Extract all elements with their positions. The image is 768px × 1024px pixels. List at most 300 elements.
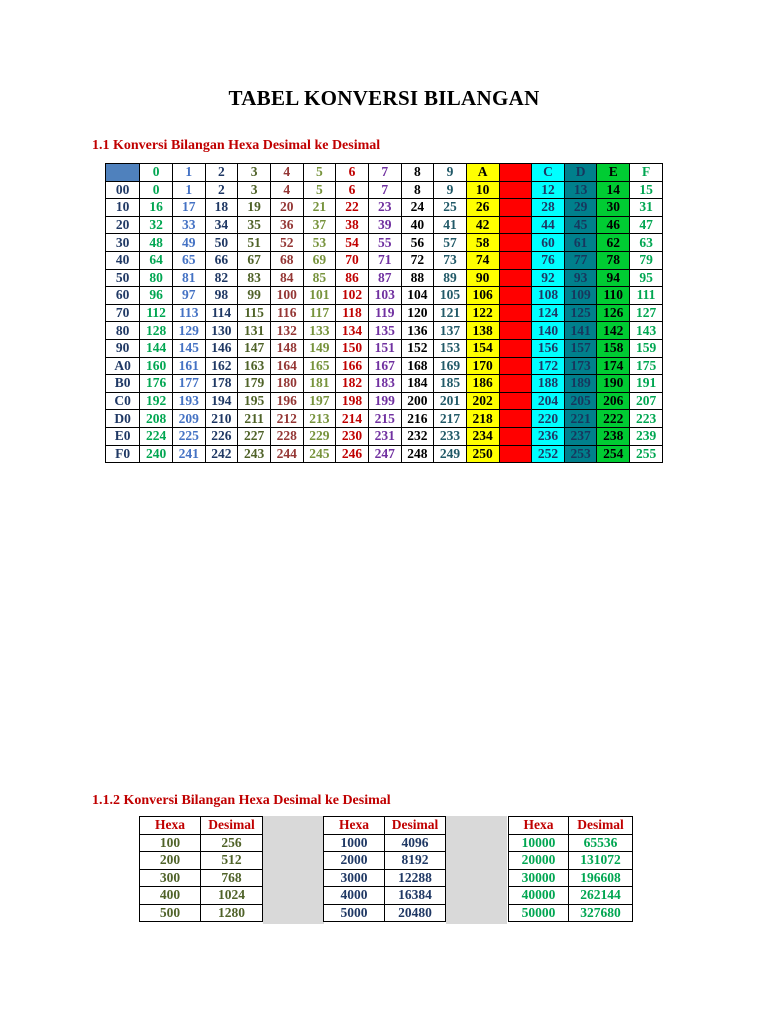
decimal-value-cell: 24: [401, 199, 434, 217]
decimal-value-cell: 210: [205, 410, 238, 428]
decimal-value-cell: 166: [336, 357, 369, 375]
hexa-value-cell: 1000: [324, 834, 385, 852]
decimal-value-cell: 250: [466, 445, 499, 463]
desimal-value-cell: 65536: [569, 834, 633, 852]
decimal-value-cell: 120: [401, 304, 434, 322]
decimal-value-cell: 112: [140, 304, 173, 322]
decimal-value-cell: 145: [172, 339, 205, 357]
decimal-value-cell: 27: [499, 199, 532, 217]
decimal-value-cell: 122: [466, 304, 499, 322]
decimal-value-cell: 3: [238, 181, 271, 199]
table-row: [106, 410, 663, 428]
table-row: [509, 834, 633, 852]
decimal-value-cell: 209: [172, 410, 205, 428]
decimal-value-cell: 32: [140, 216, 173, 234]
row-header-c0: C0: [106, 392, 140, 410]
decimal-value-cell: 255: [630, 445, 663, 463]
hexa-value-cell: 5000: [324, 904, 385, 922]
decimal-value-cell: 53: [303, 234, 336, 252]
decimal-value-cell: 116: [270, 304, 303, 322]
decimal-value-cell: 92: [532, 269, 565, 287]
decimal-value-cell: 74: [466, 251, 499, 269]
decimal-value-cell: 42: [466, 216, 499, 234]
decimal-value-cell: 219: [499, 410, 532, 428]
table-row: [106, 216, 663, 234]
decimal-value-cell: 22: [336, 199, 369, 217]
decimal-value-cell: 226: [205, 427, 238, 445]
decimal-value-cell: 163: [238, 357, 271, 375]
hexa-value-cell: 20000: [509, 852, 569, 870]
hexa-value-cell: 300: [140, 869, 201, 887]
decimal-value-cell: 164: [270, 357, 303, 375]
hexa-value-cell: 4000: [324, 887, 385, 905]
decimal-value-cell: 211: [238, 410, 271, 428]
decimal-value-cell: 175: [630, 357, 663, 375]
decimal-value-cell: 36: [270, 216, 303, 234]
column-header-2: 2: [205, 164, 238, 182]
decimal-value-cell: 46: [597, 216, 630, 234]
decimal-value-cell: 131: [238, 322, 271, 340]
decimal-value-cell: 88: [401, 269, 434, 287]
column-header-9: 9: [434, 164, 467, 182]
table-row: [324, 904, 446, 922]
decimal-value-cell: 202: [466, 392, 499, 410]
decimal-value-cell: 19: [238, 199, 271, 217]
desimal-value-cell: 20480: [385, 904, 446, 922]
decimal-value-cell: 13: [564, 181, 597, 199]
hexa-value-cell: 200: [140, 852, 201, 870]
decimal-value-cell: 31: [630, 199, 663, 217]
decimal-value-cell: 192: [140, 392, 173, 410]
decimal-value-cell: 98: [205, 287, 238, 305]
column-header-7: 7: [368, 164, 401, 182]
decimal-value-cell: 100: [270, 287, 303, 305]
decimal-value-cell: 105: [434, 287, 467, 305]
decimal-value-cell: 7: [368, 181, 401, 199]
table-row: [140, 834, 263, 852]
decimal-value-cell: 142: [597, 322, 630, 340]
decimal-value-cell: 152: [401, 339, 434, 357]
row-header-80: 80: [106, 322, 140, 340]
decimal-value-cell: 79: [630, 251, 663, 269]
table-row: [509, 852, 633, 870]
desimal-value-cell: 1024: [201, 887, 263, 905]
decimal-value-cell: 153: [434, 339, 467, 357]
decimal-value-cell: 59: [499, 234, 532, 252]
hexa-value-cell: 100: [140, 834, 201, 852]
decimal-value-cell: 215: [368, 410, 401, 428]
decimal-value-cell: 143: [630, 322, 663, 340]
decimal-value-cell: 63: [630, 234, 663, 252]
desimal-value-cell: 327680: [569, 904, 633, 922]
decimal-value-cell: 54: [336, 234, 369, 252]
decimal-value-cell: 204: [532, 392, 565, 410]
decimal-value-cell: 141: [564, 322, 597, 340]
decimal-value-cell: 162: [205, 357, 238, 375]
column-header-e: E: [597, 164, 630, 182]
decimal-value-cell: 86: [336, 269, 369, 287]
column-header-6: 6: [336, 164, 369, 182]
row-header-e0: E0: [106, 427, 140, 445]
decimal-value-cell: 49: [172, 234, 205, 252]
decimal-value-cell: 4: [270, 181, 303, 199]
decimal-value-cell: 30: [597, 199, 630, 217]
decimal-value-cell: 123: [499, 304, 532, 322]
decimal-value-cell: 221: [564, 410, 597, 428]
decimal-value-cell: 130: [205, 322, 238, 340]
desimal-value-cell: 262144: [569, 887, 633, 905]
decimal-value-cell: 57: [434, 234, 467, 252]
decimal-value-cell: 240: [140, 445, 173, 463]
decimal-value-cell: 169: [434, 357, 467, 375]
decimal-value-cell: 251: [499, 445, 532, 463]
decimal-value-cell: 225: [172, 427, 205, 445]
decimal-value-cell: 213: [303, 410, 336, 428]
decimal-value-cell: 124: [532, 304, 565, 322]
decimal-value-cell: 254: [597, 445, 630, 463]
decimal-value-cell: 205: [564, 392, 597, 410]
decimal-value-cell: 233: [434, 427, 467, 445]
hexa-value-cell: 30000: [509, 869, 569, 887]
decimal-value-cell: 91: [499, 269, 532, 287]
table-row: [106, 427, 663, 445]
table-row: [106, 304, 663, 322]
table-row: [140, 904, 263, 922]
decimal-value-cell: 108: [532, 287, 565, 305]
decimal-value-cell: 12: [532, 181, 565, 199]
table-row: [509, 887, 633, 905]
decimal-value-cell: 43: [499, 216, 532, 234]
section-title-hex-examples: 1.1.2 Konversi Bilangan Hexa Desimal ke Desimal: [92, 793, 391, 808]
decimal-value-cell: 37: [303, 216, 336, 234]
decimal-value-cell: 41: [434, 216, 467, 234]
hexa-decimal-table-hundreds: [139, 816, 263, 922]
decimal-value-cell: 194: [205, 392, 238, 410]
column-header-1: 1: [172, 164, 205, 182]
table-row: [324, 887, 446, 905]
decimal-value-cell: 85: [303, 269, 336, 287]
decimal-value-cell: 107: [499, 287, 532, 305]
row-header-50: 50: [106, 269, 140, 287]
decimal-value-cell: 222: [597, 410, 630, 428]
decimal-value-cell: 234: [466, 427, 499, 445]
row-header-40: 40: [106, 251, 140, 269]
decimal-value-cell: 33: [172, 216, 205, 234]
decimal-value-cell: 34: [205, 216, 238, 234]
decimal-value-cell: 62: [597, 234, 630, 252]
decimal-value-cell: 18: [205, 199, 238, 217]
decimal-value-cell: 138: [466, 322, 499, 340]
table-row: [106, 392, 663, 410]
decimal-value-cell: 155: [499, 339, 532, 357]
decimal-value-cell: 178: [205, 375, 238, 393]
decimal-value-cell: 168: [401, 357, 434, 375]
decimal-value-cell: 26: [466, 199, 499, 217]
decimal-value-cell: 8: [401, 181, 434, 199]
desimal-column-header: Desimal: [385, 817, 446, 835]
decimal-value-cell: 227: [238, 427, 271, 445]
decimal-value-cell: 136: [401, 322, 434, 340]
decimal-value-cell: 218: [466, 410, 499, 428]
desimal-value-cell: 1280: [201, 904, 263, 922]
decimal-value-cell: 239: [630, 427, 663, 445]
table-row: [106, 181, 663, 199]
decimal-value-cell: 197: [303, 392, 336, 410]
decimal-value-cell: 21: [303, 199, 336, 217]
desimal-value-cell: 8192: [385, 852, 446, 870]
decimal-value-cell: 150: [336, 339, 369, 357]
hex-grid-body: [106, 181, 663, 463]
row-header-10: 10: [106, 199, 140, 217]
decimal-value-cell: 87: [368, 269, 401, 287]
decimal-value-cell: 220: [532, 410, 565, 428]
decimal-value-cell: 208: [140, 410, 173, 428]
section-title-hex-grid: 1.1 Konversi Bilangan Hexa Desimal ke Desimal: [92, 138, 381, 153]
decimal-value-cell: 125: [564, 304, 597, 322]
column-header-3: 3: [238, 164, 271, 182]
decimal-value-cell: 55: [368, 234, 401, 252]
decimal-value-cell: 58: [466, 234, 499, 252]
decimal-value-cell: 228: [270, 427, 303, 445]
decimal-value-cell: 47: [630, 216, 663, 234]
column-header-f: F: [630, 164, 663, 182]
decimal-value-cell: 198: [336, 392, 369, 410]
decimal-value-cell: 121: [434, 304, 467, 322]
decimal-value-cell: 140: [532, 322, 565, 340]
decimal-value-cell: 51: [238, 234, 271, 252]
decimal-value-cell: 82: [205, 269, 238, 287]
hexa-column-header: Hexa: [324, 817, 385, 835]
decimal-value-cell: 39: [368, 216, 401, 234]
decimal-value-cell: 177: [172, 375, 205, 393]
decimal-value-cell: 111: [630, 287, 663, 305]
row-header-60: 60: [106, 287, 140, 305]
row-header-b0: B0: [106, 375, 140, 393]
decimal-value-cell: 167: [368, 357, 401, 375]
decimal-value-cell: 2: [205, 181, 238, 199]
decimal-value-cell: 179: [238, 375, 271, 393]
hexa-value-cell: 10000: [509, 834, 569, 852]
decimal-value-cell: 201: [434, 392, 467, 410]
hexa-column-header: Hexa: [509, 817, 569, 835]
decimal-value-cell: 20: [270, 199, 303, 217]
decimal-value-cell: 93: [564, 269, 597, 287]
decimal-value-cell: 110: [597, 287, 630, 305]
table-row: [324, 869, 446, 887]
decimal-value-cell: 38: [336, 216, 369, 234]
decimal-value-cell: 170: [466, 357, 499, 375]
table-row: [106, 287, 663, 305]
decimal-value-cell: 183: [368, 375, 401, 393]
column-header-c: C: [532, 164, 565, 182]
hex-decimal-grid-table: [105, 163, 663, 463]
gray-spacer: [446, 816, 507, 924]
hexa-column-header: Hexa: [140, 817, 201, 835]
column-header-5: 5: [303, 164, 336, 182]
decimal-value-cell: 159: [630, 339, 663, 357]
decimal-value-cell: 206: [597, 392, 630, 410]
decimal-value-cell: 134: [336, 322, 369, 340]
decimal-value-cell: 1: [172, 181, 205, 199]
decimal-value-cell: 81: [172, 269, 205, 287]
decimal-value-cell: 185: [434, 375, 467, 393]
decimal-value-cell: 83: [238, 269, 271, 287]
decimal-value-cell: 147: [238, 339, 271, 357]
decimal-value-cell: 216: [401, 410, 434, 428]
decimal-value-cell: 114: [205, 304, 238, 322]
decimal-value-cell: 158: [597, 339, 630, 357]
desimal-value-cell: 12288: [385, 869, 446, 887]
gray-spacer: [263, 816, 324, 924]
decimal-value-cell: 40: [401, 216, 434, 234]
decimal-value-cell: 196: [270, 392, 303, 410]
decimal-value-cell: 243: [238, 445, 271, 463]
desimal-value-cell: 4096: [385, 834, 446, 852]
decimal-value-cell: 118: [336, 304, 369, 322]
desimal-column-header: Desimal: [569, 817, 633, 835]
decimal-value-cell: 95: [630, 269, 663, 287]
decimal-value-cell: 128: [140, 322, 173, 340]
decimal-value-cell: 157: [564, 339, 597, 357]
hexa-value-cell: 40000: [509, 887, 569, 905]
decimal-value-cell: 248: [401, 445, 434, 463]
decimal-value-cell: 217: [434, 410, 467, 428]
decimal-value-cell: 235: [499, 427, 532, 445]
decimal-value-cell: 109: [564, 287, 597, 305]
table-row: [324, 834, 446, 852]
desimal-value-cell: 196608: [569, 869, 633, 887]
decimal-value-cell: 207: [630, 392, 663, 410]
row-header-20: 20: [106, 216, 140, 234]
row-header-d0: D0: [106, 410, 140, 428]
decimal-value-cell: 56: [401, 234, 434, 252]
decimal-value-cell: 11: [499, 181, 532, 199]
decimal-value-cell: 132: [270, 322, 303, 340]
decimal-value-cell: 52: [270, 234, 303, 252]
decimal-value-cell: 146: [205, 339, 238, 357]
decimal-value-cell: 247: [368, 445, 401, 463]
decimal-value-cell: 137: [434, 322, 467, 340]
decimal-value-cell: 212: [270, 410, 303, 428]
decimal-value-cell: 241: [172, 445, 205, 463]
decimal-value-cell: 106: [466, 287, 499, 305]
decimal-value-cell: 148: [270, 339, 303, 357]
decimal-value-cell: 242: [205, 445, 238, 463]
hexa-decimal-table-thousands: [323, 816, 446, 922]
column-header-d: D: [564, 164, 597, 182]
decimal-value-cell: 195: [238, 392, 271, 410]
decimal-value-cell: 90: [466, 269, 499, 287]
decimal-value-cell: 139: [499, 322, 532, 340]
decimal-value-cell: 151: [368, 339, 401, 357]
grid-corner-cell: [106, 164, 140, 182]
decimal-value-cell: 173: [564, 357, 597, 375]
decimal-value-cell: 102: [336, 287, 369, 305]
decimal-value-cell: 244: [270, 445, 303, 463]
decimal-value-cell: 119: [368, 304, 401, 322]
decimal-value-cell: 61: [564, 234, 597, 252]
hexa-decimal-table-ten-thousands: [508, 816, 633, 922]
row-header-f0: F0: [106, 445, 140, 463]
decimal-value-cell: 94: [597, 269, 630, 287]
decimal-value-cell: 113: [172, 304, 205, 322]
column-header-b: B: [499, 164, 532, 182]
decimal-value-cell: 35: [238, 216, 271, 234]
decimal-value-cell: 71: [368, 251, 401, 269]
column-header-4: 4: [270, 164, 303, 182]
column-header-0: 0: [140, 164, 173, 182]
decimal-value-cell: 156: [532, 339, 565, 357]
decimal-value-cell: 253: [564, 445, 597, 463]
table-header-row: [324, 817, 446, 835]
decimal-value-cell: 189: [564, 375, 597, 393]
desimal-value-cell: 256: [201, 834, 263, 852]
table-row: [509, 869, 633, 887]
decimal-value-cell: 117: [303, 304, 336, 322]
decimal-value-cell: 9: [434, 181, 467, 199]
decimal-value-cell: 126: [597, 304, 630, 322]
decimal-value-cell: 144: [140, 339, 173, 357]
decimal-value-cell: 23: [368, 199, 401, 217]
hex-grid-header-row: [106, 164, 663, 182]
decimal-value-cell: 223: [630, 410, 663, 428]
decimal-value-cell: 17: [172, 199, 205, 217]
row-header-90: 90: [106, 339, 140, 357]
decimal-value-cell: 25: [434, 199, 467, 217]
hexa-value-cell: 50000: [509, 904, 569, 922]
decimal-value-cell: 188: [532, 375, 565, 393]
decimal-value-cell: 182: [336, 375, 369, 393]
table-row: [106, 199, 663, 217]
column-header-a: A: [466, 164, 499, 182]
table-row: [140, 869, 263, 887]
hexa-value-cell: 2000: [324, 852, 385, 870]
decimal-value-cell: 73: [434, 251, 467, 269]
decimal-value-cell: 246: [336, 445, 369, 463]
table-row: [324, 852, 446, 870]
decimal-value-cell: 252: [532, 445, 565, 463]
table-row: [106, 375, 663, 393]
decimal-value-cell: 161: [172, 357, 205, 375]
decimal-value-cell: 187: [499, 375, 532, 393]
decimal-value-cell: 129: [172, 322, 205, 340]
decimal-value-cell: 135: [368, 322, 401, 340]
decimal-value-cell: 245: [303, 445, 336, 463]
decimal-value-cell: 5: [303, 181, 336, 199]
decimal-value-cell: 15: [630, 181, 663, 199]
decimal-value-cell: 190: [597, 375, 630, 393]
table-row: [106, 269, 663, 287]
decimal-value-cell: 89: [434, 269, 467, 287]
desimal-value-cell: 16384: [385, 887, 446, 905]
decimal-value-cell: 14: [597, 181, 630, 199]
decimal-value-cell: 231: [368, 427, 401, 445]
decimal-value-cell: 60: [532, 234, 565, 252]
decimal-value-cell: 28: [532, 199, 565, 217]
table-row: [140, 887, 263, 905]
table-header-row: [509, 817, 633, 835]
decimal-value-cell: 10: [466, 181, 499, 199]
decimal-value-cell: 48: [140, 234, 173, 252]
decimal-value-cell: 191: [630, 375, 663, 393]
decimal-value-cell: 103: [368, 287, 401, 305]
decimal-value-cell: 66: [205, 251, 238, 269]
table-row: [106, 339, 663, 357]
decimal-value-cell: 84: [270, 269, 303, 287]
table-row: [106, 322, 663, 340]
table-row: [140, 852, 263, 870]
row-header-a0: A0: [106, 357, 140, 375]
